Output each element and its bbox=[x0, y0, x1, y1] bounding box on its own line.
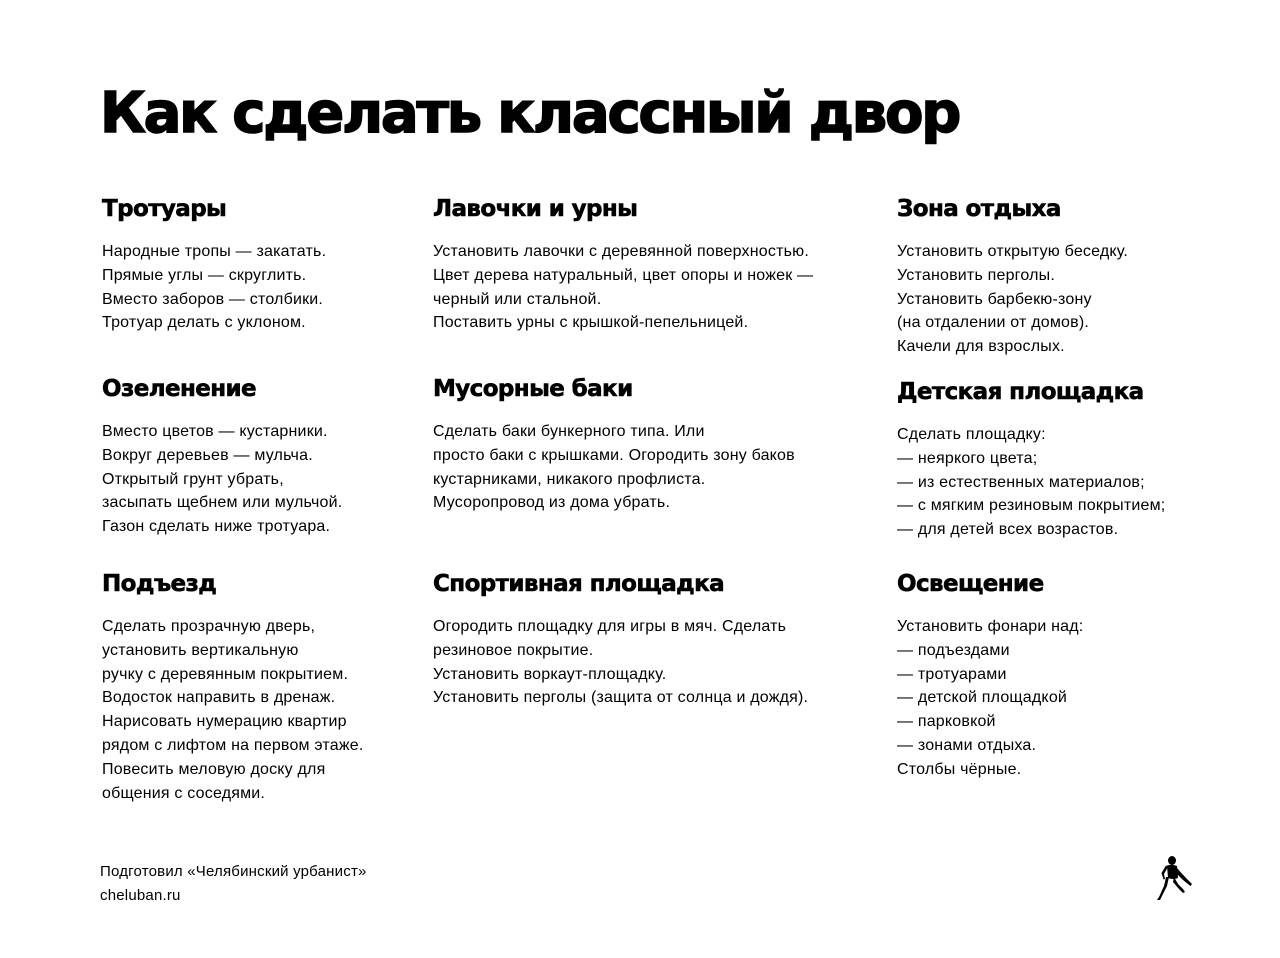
section-heading: Мусорные баки bbox=[433, 376, 633, 402]
list-item: общения с соседями. bbox=[102, 784, 266, 802]
section-list bbox=[433, 615, 808, 710]
footer bbox=[100, 860, 367, 908]
footer-site-link[interactable]: cheluban.ru bbox=[100, 887, 181, 904]
section-heading: Лавочки и урны bbox=[433, 196, 638, 222]
list-item: — детской площадкой bbox=[897, 689, 1068, 707]
list-item: Установить лавочки с деревянной поверхностью. bbox=[433, 243, 809, 260]
list-item: Цвет дерева натуральный, цвет опоры и ножек — bbox=[433, 266, 814, 284]
list-item: (на отдалении от домов). bbox=[897, 314, 1090, 332]
list-item: Сделать площадку: bbox=[897, 426, 1046, 443]
section-list bbox=[433, 420, 795, 515]
list-item: Повесить меловую доску для bbox=[102, 760, 326, 778]
list-item: кустарниками, никакого профлиста. bbox=[433, 470, 706, 488]
footer-credit: Подготовил «Челябинский урбанист» bbox=[100, 863, 367, 880]
list-item: Установить перголы. bbox=[897, 266, 1055, 284]
list-item: Прямые углы — скруглить. bbox=[102, 266, 307, 284]
list-item: Установить воркаут-площадку. bbox=[433, 665, 667, 683]
list-item: Столбы чёрные. bbox=[897, 760, 1022, 778]
list-item: Водосток направить в дренаж. bbox=[102, 689, 336, 707]
list-item: Мусоропровод из дома убрать. bbox=[433, 494, 671, 512]
list-item: Огородить площадку для игры в мяч. Сделать bbox=[433, 618, 787, 635]
list-item: — парковкой bbox=[897, 713, 996, 731]
list-item: Сделать баки бункерного типа. Или bbox=[433, 423, 705, 440]
list-item: — из естественных материалов; bbox=[897, 473, 1145, 491]
section-list bbox=[897, 615, 1083, 782]
list-item: — для детей всех возрастов. bbox=[897, 521, 1119, 539]
list-item: рядом с лифтом на первом этаже. bbox=[102, 736, 364, 754]
list-item: ручку с деревянным покрытием. bbox=[102, 665, 349, 683]
list-item: Вместо заборов — столбики. bbox=[102, 290, 324, 308]
list-item: — подъездами bbox=[897, 641, 1010, 659]
section-list bbox=[102, 240, 326, 335]
list-item: Качели для взрослых. bbox=[897, 338, 1065, 356]
list-item: Установить барбекю-зону bbox=[897, 290, 1092, 308]
list-item: — неяркого цвета; bbox=[897, 449, 1038, 467]
list-item: Открытый грунт убрать, bbox=[102, 470, 284, 488]
section-heading: Озеленение bbox=[102, 376, 257, 402]
section-sports-ground bbox=[433, 569, 808, 710]
section-playground bbox=[897, 377, 1165, 542]
section-heading: Тротуары bbox=[102, 196, 227, 222]
section-entrance bbox=[102, 569, 364, 805]
section-heading: Подъезд bbox=[102, 571, 217, 597]
section-trash-bins bbox=[433, 374, 795, 515]
list-item: Установить фонари над: bbox=[897, 618, 1084, 635]
list-item: Газон сделать ниже тротуара. bbox=[102, 518, 331, 536]
list-item: черный или стальной. bbox=[433, 290, 602, 308]
section-heading: Зона отдыха bbox=[897, 196, 1061, 222]
list-item: установить вертикальную bbox=[102, 641, 299, 659]
list-item: — с мягким резиновым покрытием; bbox=[897, 497, 1166, 515]
list-item: — тротуарами bbox=[897, 665, 1007, 683]
list-item: Народные тропы — закатать. bbox=[102, 243, 327, 260]
section-list bbox=[102, 420, 342, 539]
running-man-icon bbox=[1150, 856, 1196, 902]
section-list bbox=[433, 240, 813, 335]
section-heading: Детская площадка bbox=[897, 379, 1144, 405]
section-greenery bbox=[102, 374, 342, 539]
list-item: Вокруг деревьев — мульча. bbox=[102, 446, 313, 464]
list-item: резиновое покрытие. bbox=[433, 641, 594, 659]
section-sidewalks bbox=[102, 194, 326, 335]
page-title: Как сделать классный двор bbox=[100, 81, 960, 146]
list-item: Установить открытую беседку. bbox=[897, 243, 1129, 260]
list-item: Тротуар делать с уклоном. bbox=[102, 314, 306, 332]
list-item: — зонами отдыха. bbox=[897, 736, 1037, 754]
section-list bbox=[897, 423, 1165, 542]
section-list bbox=[897, 240, 1128, 359]
section-heading: Освещение bbox=[897, 571, 1044, 597]
list-item: просто баки с крышками. Огородить зону баков bbox=[433, 446, 795, 464]
list-item: Сделать прозрачную дверь, bbox=[102, 618, 316, 635]
list-item: Вместо цветов — кустарники. bbox=[102, 423, 328, 440]
section-lighting bbox=[897, 569, 1083, 782]
section-heading: Спортивная площадка bbox=[433, 571, 725, 597]
section-list bbox=[102, 615, 364, 805]
list-item: Поставить урны с крышкой-пепельницей. bbox=[433, 314, 749, 332]
section-benches bbox=[433, 194, 813, 335]
list-item: засыпать щебнем или мульчой. bbox=[102, 494, 343, 512]
list-item: Установить перголы (защита от солнца и дождя). bbox=[433, 689, 809, 707]
list-item: Нарисовать нумерацию квартир bbox=[102, 713, 347, 731]
section-rest-zone bbox=[897, 194, 1128, 359]
